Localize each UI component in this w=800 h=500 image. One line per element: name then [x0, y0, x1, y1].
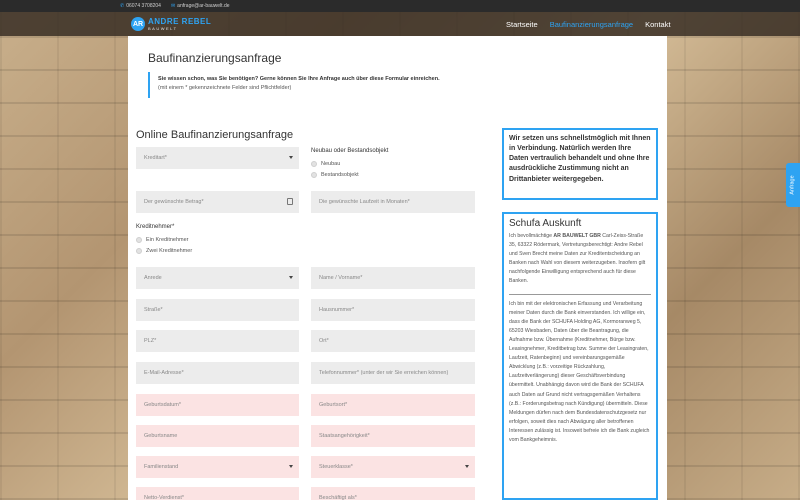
geburtsname-placeholder: Geburtsname: [144, 433, 178, 439]
netto-placeholder: Netto-Verdienst*: [144, 495, 185, 500]
nav-item-startseite[interactable]: Startseite: [506, 19, 538, 29]
radio-icon[interactable]: [311, 172, 317, 178]
beschaeftigt-input[interactable]: [311, 487, 475, 500]
staatsangehoerigkeit-placeholder: Staatsangehörigkeit*: [319, 433, 370, 439]
chevron-down-icon: [289, 276, 293, 279]
radio-label: Zwei Kreditnehmer: [146, 248, 193, 254]
radio-icon[interactable]: [136, 248, 142, 254]
familienstand-select[interactable]: [136, 456, 299, 478]
privacy-info-box: [502, 128, 658, 200]
nav-item-baufinanzierungsanfrage[interactable]: Baufinanzierungsanfrage: [549, 19, 634, 29]
ort-input[interactable]: [311, 330, 475, 352]
geburtsdatum-placeholder: Geburtsdatum*: [144, 402, 181, 408]
site-logo[interactable]: [131, 15, 211, 33]
radio-icon[interactable]: [311, 161, 317, 167]
email-address[interactable]: anfrage@ar-bauwelt.de: [177, 3, 230, 9]
geburtsort-placeholder: Geburtsort*: [319, 402, 348, 408]
plz-input[interactable]: [136, 330, 299, 352]
ort-placeholder: Ort*: [319, 338, 329, 344]
site-header: [0, 12, 800, 36]
schufa-box: [502, 212, 658, 500]
main-nav: [506, 12, 671, 36]
schufa-paragraph-2: Ich bin mit der elektronischen Erfassung und Verarbeitung meiner Daten durch die Bank einverstanden. Ich willige ein, dass die Bank der SCHUFA Holding AG, Kormoranweg 5, 65203 Wiesbaden, Daten über die Beantragung, die Aufnahme bzw. Übernahme (Kreditnehmer, Bürge bzw. Leasingnehmer, Kreditbetrag bzw. Summe der Leasingraten, Laufzeit, Ratenbeginn) und vereinbarungsgemäße Abwicklung (z.B.: vorzeitige Rückzahlung, Laufzeitverlängerung) dieser Geschäftsverbindung übermittelt. Unabhängig davon wird die Bank der SCHUFA auch Daten auf Grund nicht vertragsgemäßen Verhaltens (z.B.: Forderungsbetrag nach Kündigung) übermitteln. Diese Meldungen dürfen nach dem Bundesdatenschutzgesetz nur erfolgen, soweit dies nach Abwägung aller betroffenen Interessen zulässig ist. Insoweit befreie ich die Bank zugleich vom Bankgeheimnis.: [509, 300, 650, 443]
familienstand-placeholder: Familienstand: [144, 464, 179, 470]
laufzeit-placeholder: Die gewünschte Laufzeit in Monaten*: [319, 199, 410, 205]
kreditart-select[interactable]: [136, 147, 299, 169]
required-note: (mit einem * gekennzeichnete Felder sind Pflichtfelder): [158, 84, 292, 91]
chevron-down-icon: [289, 156, 293, 159]
betrag-input[interactable]: [136, 191, 299, 213]
staatsangehoerigkeit-input[interactable]: [311, 425, 475, 447]
info-notice: [148, 72, 648, 98]
schufa-title: Schufa Auskunft: [509, 218, 582, 229]
radio-label: Ein Kreditnehmer: [146, 237, 189, 243]
steuerklasse-placeholder: Steuerklasse*: [319, 464, 353, 470]
netto-input[interactable]: [136, 487, 299, 500]
phone-icon: ✆: [120, 3, 125, 9]
hausnummer-placeholder: Hausnummer*: [319, 307, 355, 313]
phone-number[interactable]: 06074 3708204: [126, 3, 161, 9]
kreditart-placeholder: Kreditart*: [144, 155, 167, 161]
telefon-placeholder: Telefonnummer* (unter der wir Sie erreichen können): [319, 370, 449, 376]
email-input[interactable]: [136, 362, 299, 384]
side-tab-label: Anfrage: [790, 175, 797, 195]
nav-item-kontakt[interactable]: Kontakt: [645, 19, 671, 29]
email-contact[interactable]: [171, 3, 230, 9]
laufzeit-input[interactable]: [311, 191, 475, 213]
privacy-text: Wir setzen uns schnellstmöglich mit Ihnen in Verbindung. Natürlich werden Ihre Daten vertraulich behandelt und ohne Ihre ausdrückliche Zustimmung nicht an Drittanbieter weitergegeben.: [509, 135, 651, 183]
plz-placeholder: PLZ*: [144, 338, 157, 344]
divider: [509, 294, 651, 295]
page-title: Baufinanzierungsanfrage: [148, 51, 282, 65]
chevron-down-icon: [289, 465, 293, 468]
anrede-placeholder: Anrede: [144, 275, 162, 281]
kreditnehmer-label: Kreditnehmer*: [136, 224, 175, 230]
top-contact-bar: [0, 0, 800, 12]
strasse-placeholder: Straße*: [144, 307, 163, 313]
mail-icon: ✉: [170, 3, 176, 9]
logo-subtitle: BAUWELT: [148, 25, 178, 31]
chevron-down-icon: [465, 465, 469, 468]
anfrage-side-tab[interactable]: [786, 163, 800, 207]
logo-name: ANDRE REBEL: [148, 16, 212, 26]
info-text: Sie wissen schon, was Sie benötigen? Gerne können Sie Ihre Anfrage auch über diese Formular einreichen.: [158, 76, 440, 82]
radio-icon[interactable]: [136, 237, 142, 243]
radio-neubau[interactable]: [311, 161, 340, 167]
calculator-icon: [287, 198, 293, 205]
telefon-input[interactable]: [311, 362, 475, 384]
radio-label: Bestandsobjekt: [321, 172, 359, 178]
strasse-input[interactable]: [136, 299, 299, 321]
beschaeftigt-placeholder: Beschäftigt als*: [319, 495, 357, 500]
radio-bestandsobjekt[interactable]: [311, 172, 359, 178]
steuerklasse-select[interactable]: [311, 456, 475, 478]
radio-label: Neubau: [321, 161, 341, 167]
form-title: Online Baufinanzierungsanfrage: [136, 129, 294, 141]
phone-contact[interactable]: [120, 3, 161, 9]
email-placeholder: E-Mail-Adresse*: [144, 370, 184, 376]
betrag-placeholder: Der gewünschte Betrag*: [144, 199, 204, 205]
neubau-label: Neubau oder Bestandsobjekt: [311, 148, 389, 154]
name-input[interactable]: [311, 267, 475, 289]
anrede-select[interactable]: [136, 267, 299, 289]
geburtsname-input[interactable]: [136, 425, 299, 447]
radio-ein-kreditnehmer[interactable]: [136, 237, 189, 243]
logo-mark: AR: [131, 17, 145, 31]
schufa-paragraph-1: Ich bevollmächtige AR BAUWELT GBR Carl-Zeiss-Straße 35, 63322 Rödermark, Vertretungsberechtigt: Andre Rebel und Sven Brecht meine Daten zur Kreditentscheidung an Banken nach Wahl von diesem weiterzugeben. Insofern gilt nachfolgende Einwilligung entsprechend auch für diese Banken.: [509, 233, 646, 285]
geburtsort-input[interactable]: [311, 394, 475, 416]
geburtsdatum-input[interactable]: [136, 394, 299, 416]
radio-zwei-kreditnehmer[interactable]: [136, 248, 192, 254]
name-placeholder: Name / Vorname*: [319, 275, 363, 281]
hausnummer-input[interactable]: [311, 299, 475, 321]
